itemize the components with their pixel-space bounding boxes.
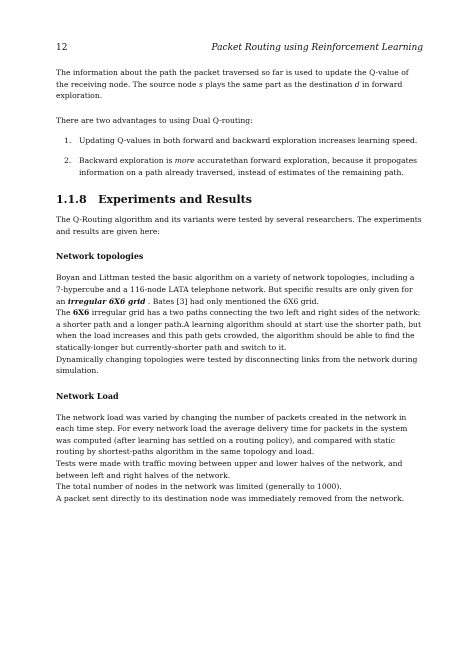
paragraph-topologies-3: Dynamically changing topologies were tested by disconnecting links from the network during simulation.	[56, 354, 418, 376]
variable-s: s	[198, 79, 203, 89]
list-item	[56, 135, 423, 147]
running-title: Packet Routing using Reinforcement Learning	[211, 43, 423, 53]
section-number: 1.1.8	[56, 193, 87, 207]
paragraph-load-2: Tests were made with traffic moving between upper and lower halves of the network, and between left and right halves of the network.	[56, 459, 403, 480]
advantages-list	[56, 135, 423, 178]
paragraph-load-4: A packet sent directly to its destination node was immediately removed from the network.	[56, 493, 405, 503]
section-title: Experiments and Results	[98, 193, 252, 207]
body-text	[56, 67, 423, 504]
variable-d: d	[354, 79, 360, 89]
list-item: 2. Backward exploration is more accuratethan forward exploration, because it propogates information on a path already traversed, instead of estimates of the remaining path.	[64, 155, 418, 177]
list-item-number: 2.	[64, 155, 72, 165]
paragraph-advantages: There are two advantages to using Dual Q-routing:	[56, 115, 253, 125]
list-item-number: 1.	[64, 136, 72, 146]
paragraph-load-1: The network load was varied by changing the number of packets created in the network in each time step. For every network load the average delivery time for packets in the system was computed (after learning has settled on a routing policy), and compared with static routing by shortest-paths algorithm in the same topology and load.	[56, 412, 408, 457]
paragraph-topologies-2: The 6X6 irregular grid has a two paths connecting the two left and right sides of the network: a shorter path and a longer path.A learning algorithm should at start use the shorter path, but when the load increases and this path gets crowded, the algorithm should be able to find the statically-longer but currently-shorter path and switch to it.	[56, 308, 422, 352]
subheading-load: Network Load	[56, 390, 119, 401]
paragraph-topologies-1: Boyan and Littman tested the basic algorithm on a variety of network topologies, including a 7-hypercube and a 116-node LATA telephone network. But specific results are only given for an irregular 6X6 grid . Bates [3] had only mentioned the 6X6 grid.	[56, 273, 415, 306]
paragraph-intro: The information about the path the packet traversed so far is used to update the Q-value of the receiving node. The source node s plays the same part as the destination d in forward exploration.	[56, 68, 409, 101]
section-heading	[56, 193, 423, 206]
subheading-topologies: Network topologies	[56, 251, 144, 262]
page-number: 12	[56, 43, 68, 53]
paragraph-load-3: The total number of nodes in the network was limited (generally to 1000).	[56, 482, 342, 492]
list-item-text: Updating Q-values in both forward and backward exploration increases learning speed.	[79, 136, 418, 146]
section-intro: The Q-Routing algorithm and its variants were tested by several researchers. The experiments and results are given here:	[56, 215, 422, 236]
